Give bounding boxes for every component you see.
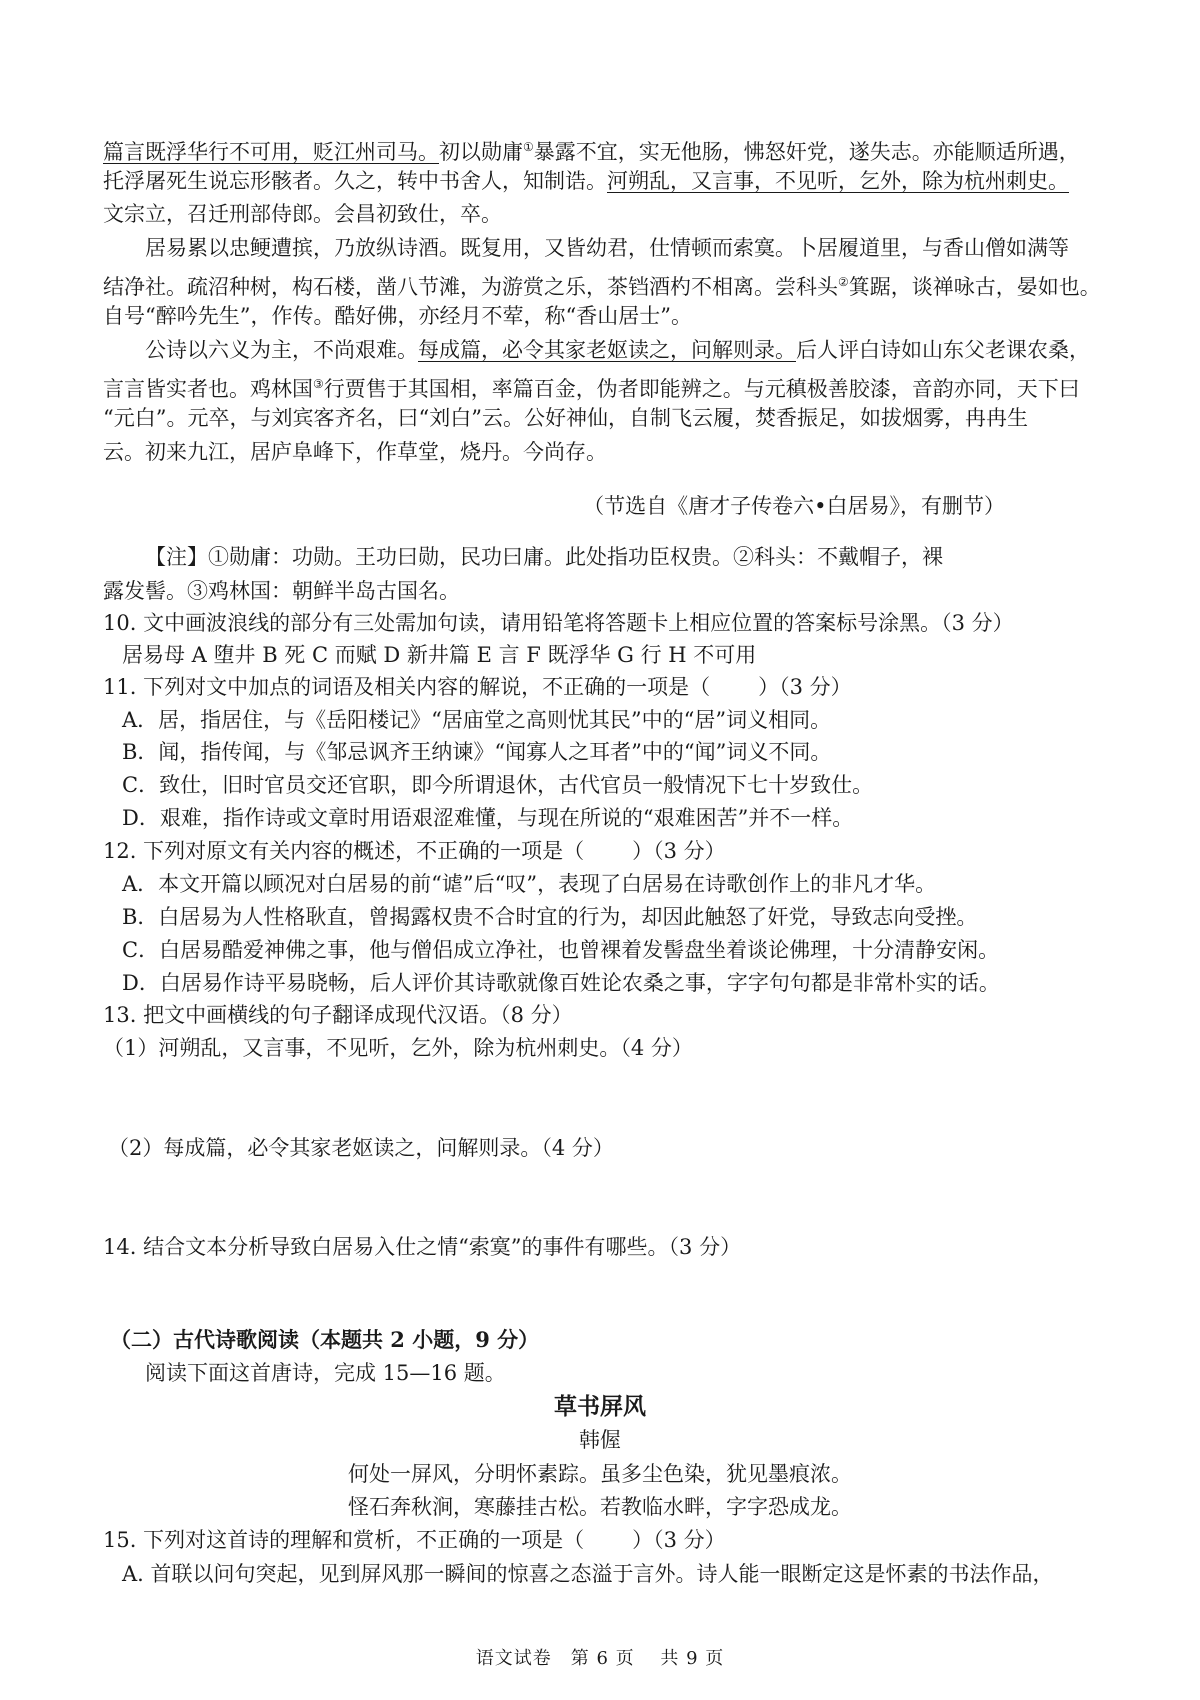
note-marker-2: ② [838, 275, 849, 289]
section2-heading: （二）古代诗歌阅读（本题共 2 小题，9 分） [110, 1327, 540, 1352]
q12-stem: 12. 下列对原文有关内容的概述，不正确的一项是（ ）（3 分） [103, 839, 726, 863]
poem-line-1: 何处一屏风，分明怀素踪。虽多尘色染，犹见墨痕浓。 [348, 1462, 852, 1486]
passage-p2-line2: 结净社。疏沼种树，构石楼，凿八节滩，为游赏之乐，茶铛酒杓不相离。尝科头②箕踞，谈禅咏古，晏如也。 [103, 275, 1101, 299]
passage-p3-line1: 公诗以六义为主，不尚艰难。每成篇，必令其家老妪读之，问解则录。后人评白诗如山东父老课农桑， [145, 338, 1090, 362]
q11-option-d: D．艰难，指作诗或文章时用语艰涩难懂，与现在所说的“艰难困苦”并不一样。 [122, 806, 854, 830]
poem-line-2: 怪石奔秋涧，寒藤挂古松。若教临水畔，字字恐成龙。 [348, 1495, 852, 1519]
wavy-underlined-sentence: 篇言既浮华行不可用，贬江州司马。 [103, 140, 439, 164]
notes-line1: 【注】①勋庸：功勋。王功曰勋，民功曰庸。此处指功臣权贵。②科头：不戴帽子，裸 [145, 545, 943, 569]
note-marker-3: ③ [313, 377, 324, 391]
passage-p1-line2: 托浮屠死生说忘形骸者。久之，转中书舍人，知制诰。河朔乱，又言事，不见听，乞外，除为杭州刺史。 [103, 169, 1069, 193]
notes-line2: 露发髻。③鸡林国：朝鲜半岛古国名。 [103, 579, 460, 603]
passage-p2-line3: 自号“醉吟先生”，作传。酷好佛，亦经月不荤，称“香山居士”。 [103, 304, 692, 328]
q14-stem: 14. 结合文本分析导致白居易入仕之情“索寞”的事件有哪些。（3 分） [103, 1235, 742, 1259]
q11-option-b: B．闻，指传闻，与《邹忌讽齐王纳谏》“闻寡人之耳者”中的“闻”词义不同。 [122, 740, 832, 764]
poem-title: 草书屏风 [554, 1393, 646, 1420]
note-marker-1: ① [523, 140, 534, 154]
q12-option-a: A．本文开篇以顾况对白居易的前“谑”后“叹”，表现了白居易在诗歌创作上的非凡才华。 [122, 872, 937, 896]
q11-option-c: C．致仕，旧时官员交还官职，即今所谓退休，古代官员一般情况下七十岁致仕。 [122, 773, 874, 797]
q13-sentence-1: （1）河朔乱，又言事，不见听，乞外，除为杭州刺史。（4 分） [103, 1036, 693, 1060]
passage-p1-line1: 篇言既浮华行不可用，贬江州司马。初以勋庸①暴露不宜，实无他肠，怫怒奸党，遂失志。亦能顺适所遇， [103, 140, 1080, 164]
passage-p3-line2: 言言皆实者也。鸡林国③行贾售于其国相，率篇百金，伪者即能辨之。与元稹极善胶漆，音韵亦同，天下曰 [103, 377, 1080, 401]
q12-option-d: D．白居易作诗平易晓畅，后人评价其诗歌就像百姓论农桑之事，字字句句都是非常朴实的话。 [122, 971, 1000, 995]
passage-p1-line3: 文宗立，召迁刑部侍郎。会昌初致仕，卒。 [103, 202, 502, 226]
q10-stem: 10. 文中画波浪线的部分有三处需加句读，请用铅笔将答题卡上相应位置的答案标号涂黑。（3 分） [103, 611, 1014, 635]
q15-option-a: A. 首联以问句突起，见到屏风那一瞬间的惊喜之态溢于言外。诗人能一眼断定这是怀素的书法作品， [122, 1562, 1054, 1586]
q12-option-b: B．白居易为人性格耿直，曾揭露权贵不合时宜的行为，却因此触怒了奸党，导致志向受挫。 [122, 905, 978, 929]
section2-intro: 阅读下面这首唐诗，完成 15—16 题。 [145, 1361, 506, 1385]
passage-p3-line3: “元白”。元卒，与刘宾客齐名，曰“刘白”云。公好神仙，自制飞云履，焚香振足，如拔烟雾，冉冉生 [103, 406, 1028, 430]
underlined-sentence-1: 河朔乱，又言事，不见听，乞外，除为杭州刺史。 [607, 169, 1069, 193]
q11-stem: 11. 下列对文中加点的词语及相关内容的解说，不正确的一项是（ ）（3 分） [103, 675, 852, 699]
q12-option-c: C．白居易酷爱神佛之事，他与僧侣成立净社，也曾裸着发髻盘坐着谈论佛理，十分清静安闲。 [122, 938, 1000, 962]
q11-option-a: A．居，指居住，与《岳阳楼记》“居庙堂之高则忧其民”中的“居”词义相同。 [122, 708, 832, 732]
poem-author: 韩偓 [579, 1428, 621, 1452]
q10-options: 居易母 A 堕井 B 死 C 而赋 D 新井篇 E 言 F 既浮华 G 行 H 不可用 [122, 643, 757, 667]
passage-p3-line4: 云。初来九江，居庐阜峰下，作草堂，烧丹。今尚存。 [103, 440, 607, 464]
passage-source: （节选自《唐才子传卷六•白居易》，有删节） [583, 494, 1005, 518]
passage-p2-line1: 居易累以忠鲠遭摈，乃放纵诗酒。既复用，又皆幼君，仕情顿而索寞。卜居履道里，与香山僧如满等 [145, 236, 1069, 260]
q13-stem: 13. 把文中画横线的句子翻译成现代汉语。（8 分） [103, 1003, 573, 1027]
underlined-sentence-2: 每成篇，必令其家老妪读之，问解则录。 [418, 338, 796, 362]
page-footer: 语文试卷 第 6 页 共 9 页 [475, 1648, 725, 1669]
q13-sentence-2: （2）每成篇，必令其家老妪读之，问解则录。（4 分） [108, 1136, 614, 1160]
q15-stem: 15. 下列对这首诗的理解和赏析，不正确的一项是（ ）（3 分） [103, 1528, 726, 1552]
